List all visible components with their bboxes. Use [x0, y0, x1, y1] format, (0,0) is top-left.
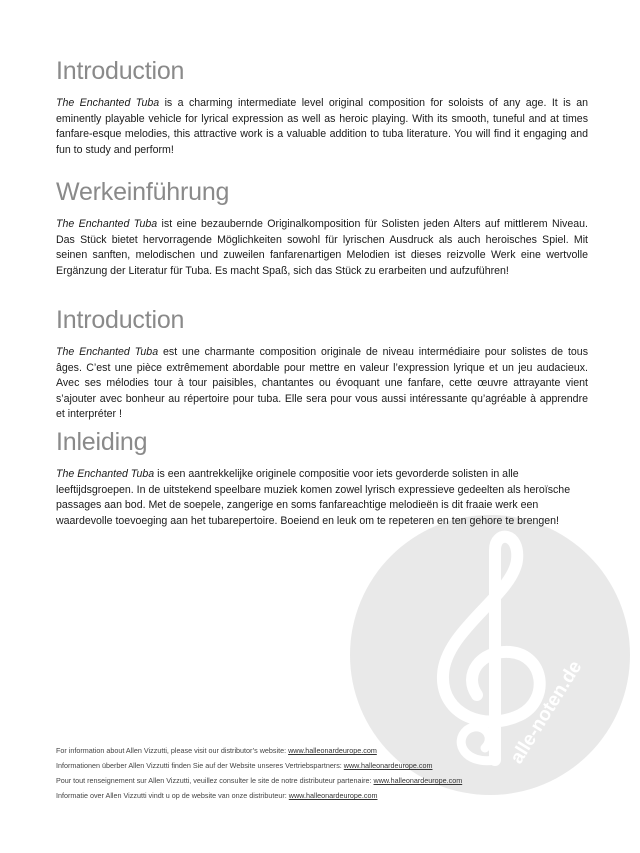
section-heading: Werkeinführung	[56, 178, 230, 206]
section-heading: Introduction	[56, 306, 185, 334]
footer-line	[56, 773, 596, 788]
footer-notes	[56, 743, 596, 803]
section-paragraph	[56, 96, 588, 158]
distributor-link[interactable]: www.halleonardeurope.com	[343, 761, 433, 770]
section-paragraph	[56, 345, 588, 423]
footer-line	[56, 788, 596, 803]
distributor-link[interactable]: www.halleonardeurope.com	[288, 791, 378, 800]
section-french	[56, 306, 588, 423]
paragraph-text: est une charmante composition originale de niveau intermédiaire pour solistes de tous âges. C’est une pièce extrêmement abordable pour mettre en valeur l’expression lyrique et un jeu audacieux. Avec ses mélodies tour à tour paisibles, chantantes ou évoquant une fanfare, cette œuvre attrayante vient s’ajouter avec bonheur au répertoire pour tuba. Elle sera pour vous aussi intéressante qu’agréable à apprendre et interpréter !	[56, 346, 588, 421]
watermark-text: alle-noten.de	[506, 657, 587, 768]
paragraph-text: ist eine bezaubernde Originalkomposition für Solisten jeden Alters auf mittlerem Niveau. Das Stück bietet hervorragende Möglichkeiten sowohl für lyrischen Ausdruck als auch heroisches Spiel. Mit seinen sanften, melodischen und zuweilen fanfarenartigen Melodien ist dieses reizvolle Werk eine wertvolle Ergänzung der Literatur für Tuba. Es macht Spaß, sich das Stück zu erarbeiten und aufzuführen!	[56, 218, 588, 277]
work-title: The Enchanted Tuba	[56, 97, 160, 109]
distributor-link[interactable]: www.halleonardeurope.com	[373, 776, 463, 785]
section-paragraph	[56, 467, 588, 529]
section-dutch	[56, 428, 588, 529]
section-english	[56, 57, 588, 158]
footer-text: Informatie over Allen Vizzutti vindt u op de website van onze distributeur:	[56, 791, 289, 800]
footer-text: For information about Allen Vizzutti, please visit our distributor’s website:	[56, 746, 289, 755]
section-heading: Introduction	[56, 57, 185, 85]
footer-line	[56, 758, 596, 773]
section-paragraph	[56, 217, 588, 279]
footer-line	[56, 743, 596, 758]
footer-text: Pour tout renseignement sur Allen Vizzutti, veuillez consulter le site de notre distributeur partenaire:	[56, 776, 374, 785]
paragraph-text: is a charming intermediate level original composition for soloists of any age. It is an eminently playable vehicle for lyrical expression as well as heroic playing. With its smooth, tuneful and at times fanfare-esque melodies, this attractive work is a valuable addition to tuba literature. You will find it engaging and fun to study and perform!	[56, 97, 588, 156]
section-german	[56, 178, 588, 279]
distributor-link[interactable]: www.halleonardeurope.com	[288, 746, 377, 755]
footer-text: Informationen überber Allen Vizzutti finden Sie auf der Website unseres Vertriebspartners:	[56, 761, 344, 770]
paragraph-text: is een aantrekkelijke originele compositie voor iets gevorderde solisten in alle leeftijdsgroepen. In de uitstekend speelbare muziek komen zowel lyrisch expressieve gedeelten als heroïsche passages aan bod. Met de soepele, zangerige en soms fanfareachtige melodieën is dit fraaie werk een waardevolle toevoeging aan het tubarepertoire. Boeiend en leuk om te repeteren en ten gehore te brengen!	[56, 468, 571, 527]
work-title: The Enchanted Tuba	[56, 346, 159, 358]
work-title: The Enchanted Tuba	[56, 218, 158, 230]
work-title: The Enchanted Tuba	[56, 468, 155, 480]
section-heading: Inleiding	[56, 428, 148, 456]
